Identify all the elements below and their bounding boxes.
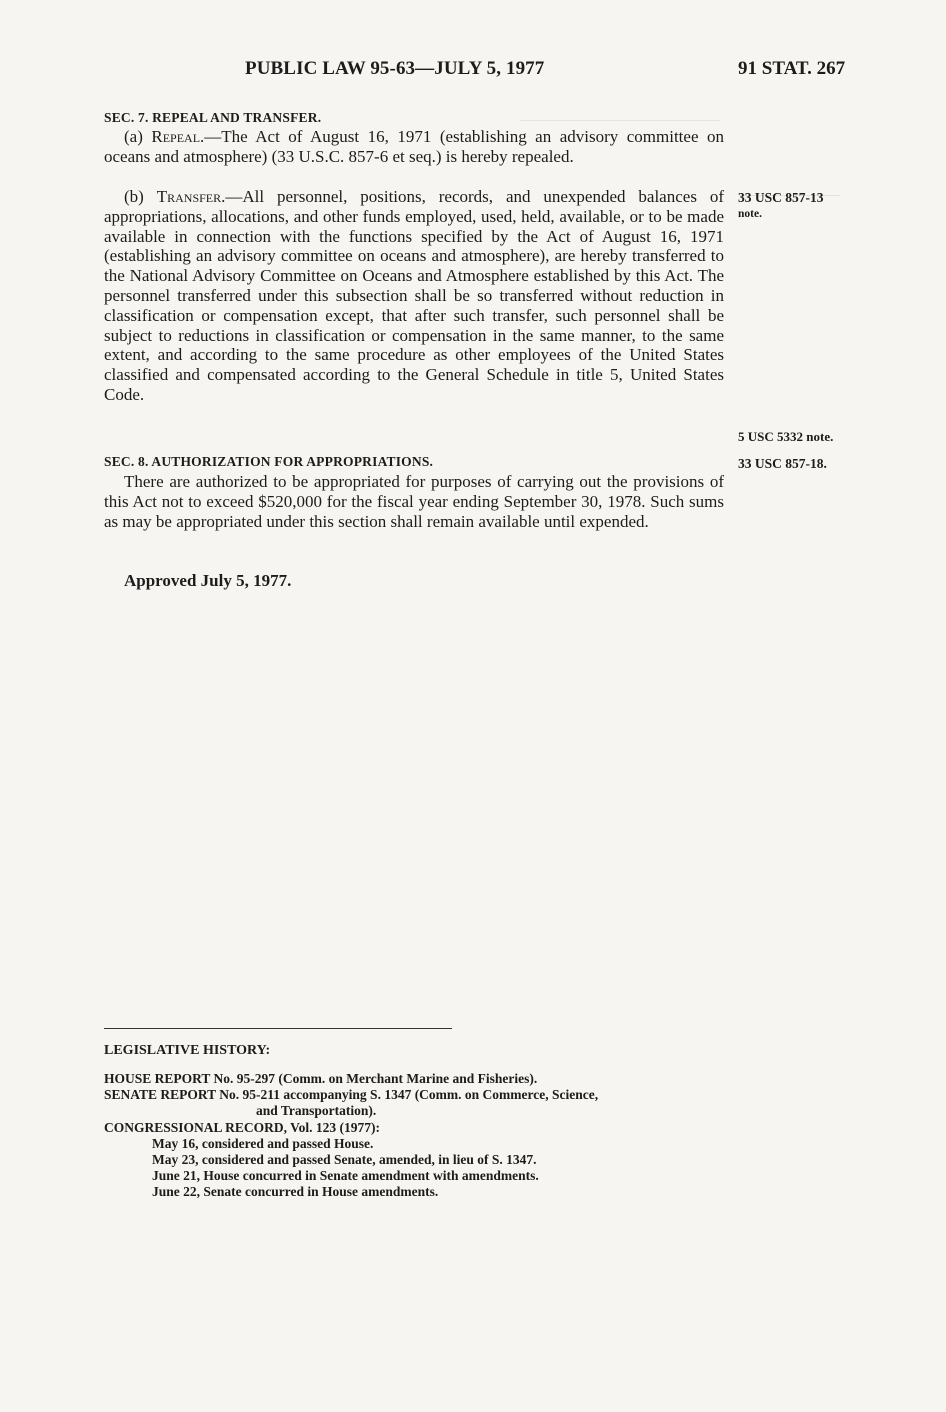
senate-report-line: SENATE REPORT No. 95-211 accompanying S. 1347 (Comm. on Commerce, Science, — [104, 1087, 599, 1103]
margin-note-line: note. — [738, 208, 762, 220]
section-7b-paragraph — [104, 187, 724, 405]
margin-note-citation-1 — [738, 189, 824, 223]
legislative-history-block — [104, 1071, 744, 1201]
legislative-history-title: LEGISLATIVE HISTORY: — [104, 1043, 271, 1058]
subsection-b-text: —All personnel, positions, records, and unexpended balances of appropriations, allocations, and other funds employed, used, held, available, or to be made available in connection with the functions specified by the Act of August 16, 1971 (establishing an advisory committee on oceans and atmosphere), are hereby transferred to the National Advisory Committee on Oceans and Atmosphere established by this Act. The personnel transferred under this subsection shall be so transferred without reduction in classification or compensation except, that after such transfer, such personnel shall be subject to reductions in classification or compensation in the same manner, to the same extent, and according to the same procedure as other employees of the United States classified and compensated according to the General Schedule in title 5, United States Code. — [104, 187, 724, 404]
history-entry: June 21, House concurred in Senate amendment with amendments. — [152, 1168, 539, 1184]
congressional-record-line: CONGRESSIONAL RECORD, Vol. 123 (1977): — [104, 1119, 381, 1135]
section-7-heading: SEC. 7. REPEAL AND TRANSFER. — [104, 110, 322, 125]
margin-note-line: 33 USC 857-13 — [738, 190, 824, 205]
section-8-text: There are authorized to be appropriated for purposes of carrying out the provisions of this Act not to exceed $520,000 for the fiscal year ending September 30, 1978. Such sums as may be appropriated under this section shall remain available until expended. — [104, 472, 724, 531]
subsection-b-label: (b) — [124, 187, 157, 206]
subsection-a-label: (a) — [124, 127, 152, 146]
margin-note-citation-3: 33 USC 857-18. — [738, 456, 827, 471]
section-8-heading: SEC. 8. AUTHORIZATION FOR APPROPRIATIONS. — [104, 454, 434, 469]
approval-date: Approved July 5, 1977. — [124, 571, 292, 590]
senate-report-continuation: and Transportation). — [256, 1103, 377, 1119]
statute-page-number: 91 STAT. 267 — [738, 58, 846, 79]
history-entry: May 16, considered and passed House. — [152, 1135, 374, 1151]
history-entry: June 22, Senate concurred in House amendments. — [152, 1184, 439, 1200]
divider-rule — [104, 1028, 452, 1029]
margin-note-citation-2: 5 USC 5332 note. — [738, 429, 834, 444]
section-8-paragraph — [104, 472, 724, 531]
history-entry: May 23, considered and passed Senate, amended, in lieu of S. 1347. — [152, 1152, 537, 1168]
house-report-line: HOUSE REPORT No. 95-297 (Comm. on Merchant Marine and Fisheries). — [104, 1071, 538, 1086]
running-header-title: PUBLIC LAW 95-63—JULY 5, 1977 — [245, 58, 545, 79]
subsection-b-caption: Transfer. — [156, 187, 226, 206]
section-7a-paragraph — [104, 127, 724, 167]
subsection-a-caption: Repeal. — [151, 127, 205, 146]
subsection-a-text: —The Act of August 16, 1971 (establishing an advisory committee on oceans and atmosphere) (33 U.S.C. 857-6 et seq.) is hereby repealed. — [104, 127, 724, 166]
